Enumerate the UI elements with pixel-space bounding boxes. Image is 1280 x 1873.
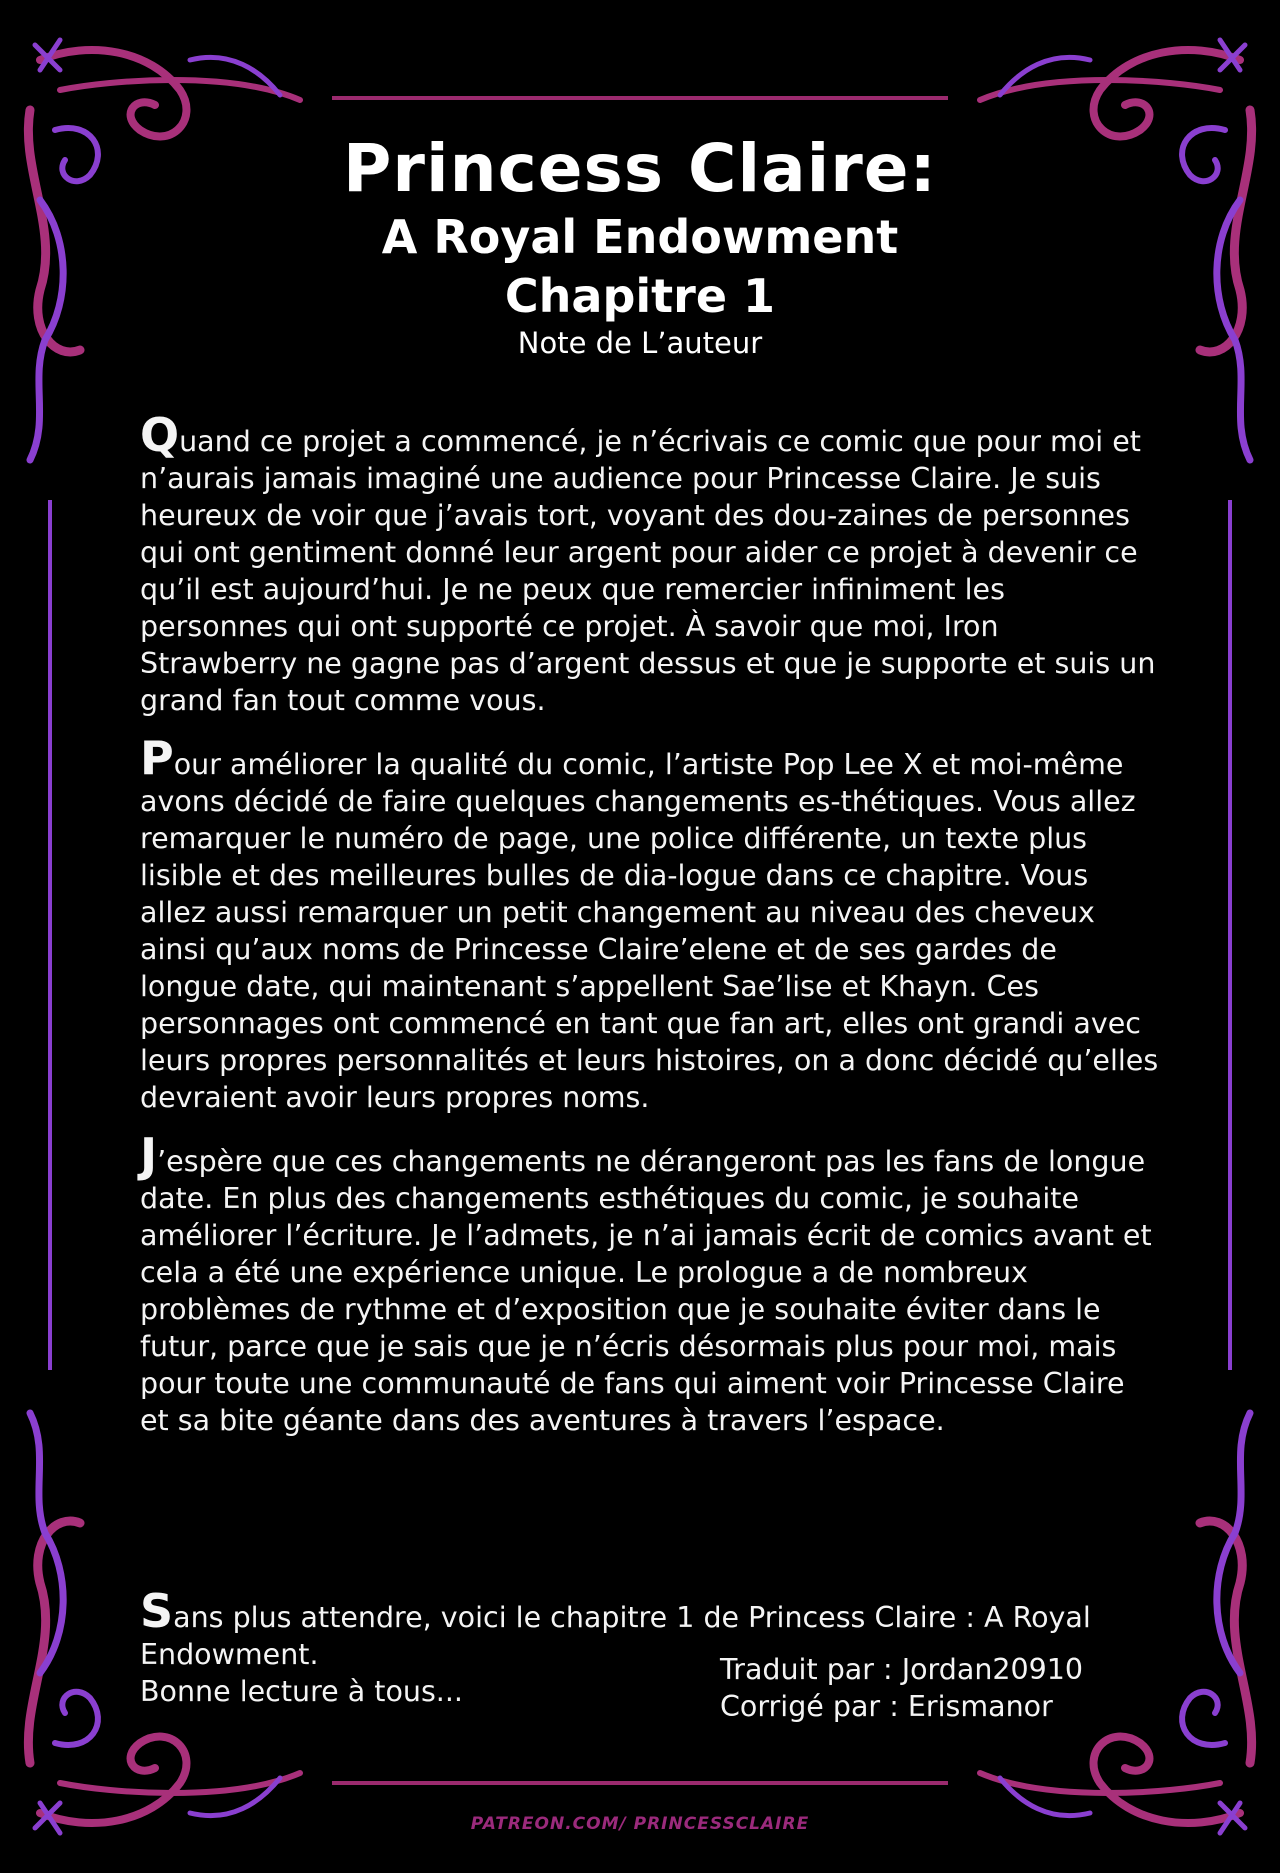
author-note-body bbox=[140, 408, 1160, 1463]
chapter-heading: Chapitre 1 bbox=[504, 269, 776, 323]
header bbox=[290, 130, 990, 360]
paragraph-3 bbox=[140, 1128, 1160, 1439]
paragraph-2 bbox=[140, 731, 1160, 1116]
closing-line-2: Bonne lecture à tous... bbox=[140, 1675, 463, 1708]
page-title: Princess Claire: bbox=[343, 130, 937, 207]
paragraph-text: uand ce projet a commencé, je n’écrivais ce comic que pour moi et n’aurais jamais imaginé une audience pour Princesse Claire. Je suis heureux de voir que j’avais tort, voyant des dou-zaines de personnes qui ont gentiment donné leur argent pour aider ce projet à devenir ce qu’il est aujourd’hui. Je ne peux que remercier infiniment les personnes qui ont supporté ce projet. À savoir que moi, Iron Strawberry ne gagne pas d’argent dessus et que je supporte et suis un grand fan tout comme vous. bbox=[140, 425, 1156, 717]
closing-text: ans plus attendre, voici le chapitre 1 de Princess Claire : A Royal Endowment. bbox=[140, 1601, 1091, 1671]
drop-cap: S bbox=[140, 1584, 174, 1638]
ornament-top-left bbox=[28, 40, 300, 460]
paragraph-1 bbox=[140, 408, 1160, 719]
page-subtitle: A Royal Endowment bbox=[381, 210, 899, 264]
drop-cap: P bbox=[140, 731, 174, 785]
credits bbox=[720, 1651, 1160, 1725]
proofreader-credit: Corrigé par : Erismanor bbox=[720, 1690, 1053, 1723]
paragraph-text: our améliorer la qualité du comic, l’artiste Pop Lee X et moi-même avons décidé de faire quelques changements es-thétiques. Vous allez remarquer le numéro de page, une police différente, un texte plus lisible et des meilleures bulles de dia-logue dans ce chapitre. Vous allez aussi remarquer un petit changement au niveau des cheveux ainsi qu’aux noms de Princesse Claire’elene et de ses gardes de longue date, qui maintenant s’appellent Sae’lise et Khayn. Ces personnages ont commencé en tant que fan art, elles ont grandi avec leurs propres personnalités et leurs histoires, on a donc décidé qu’elles devraient avoir leurs propres noms. bbox=[140, 748, 1159, 1114]
drop-cap: J bbox=[140, 1128, 158, 1182]
author-note-heading: Note de L’auteur bbox=[517, 326, 763, 360]
footer-url: PATREON.COM/ PRINCESSCLAIRE bbox=[470, 1814, 810, 1834]
drop-cap: Q bbox=[140, 408, 180, 462]
translator-credit: Traduit par : Jordan20910 bbox=[720, 1653, 1084, 1686]
ornament-top-right bbox=[980, 40, 1252, 460]
paragraph-text: ’espère que ces changements ne dérangeront pas les fans de longue date. En plus des changements esthétiques du comic, je souhaite améliorer l’écriture. Je l’admets, je n’ai jamais écrit de comics avant et cela a été une expérience unique. Le prologue a de nombreux problèmes de rythme et d’exposition que je souhaite éviter dans le futur, parce que je sais que je n’écris désormais plus pour moi, mais pour toute une communauté de fans qui aiment voir Princesse Claire et sa bite géante dans des aventures à travers l’espace. bbox=[140, 1145, 1152, 1437]
